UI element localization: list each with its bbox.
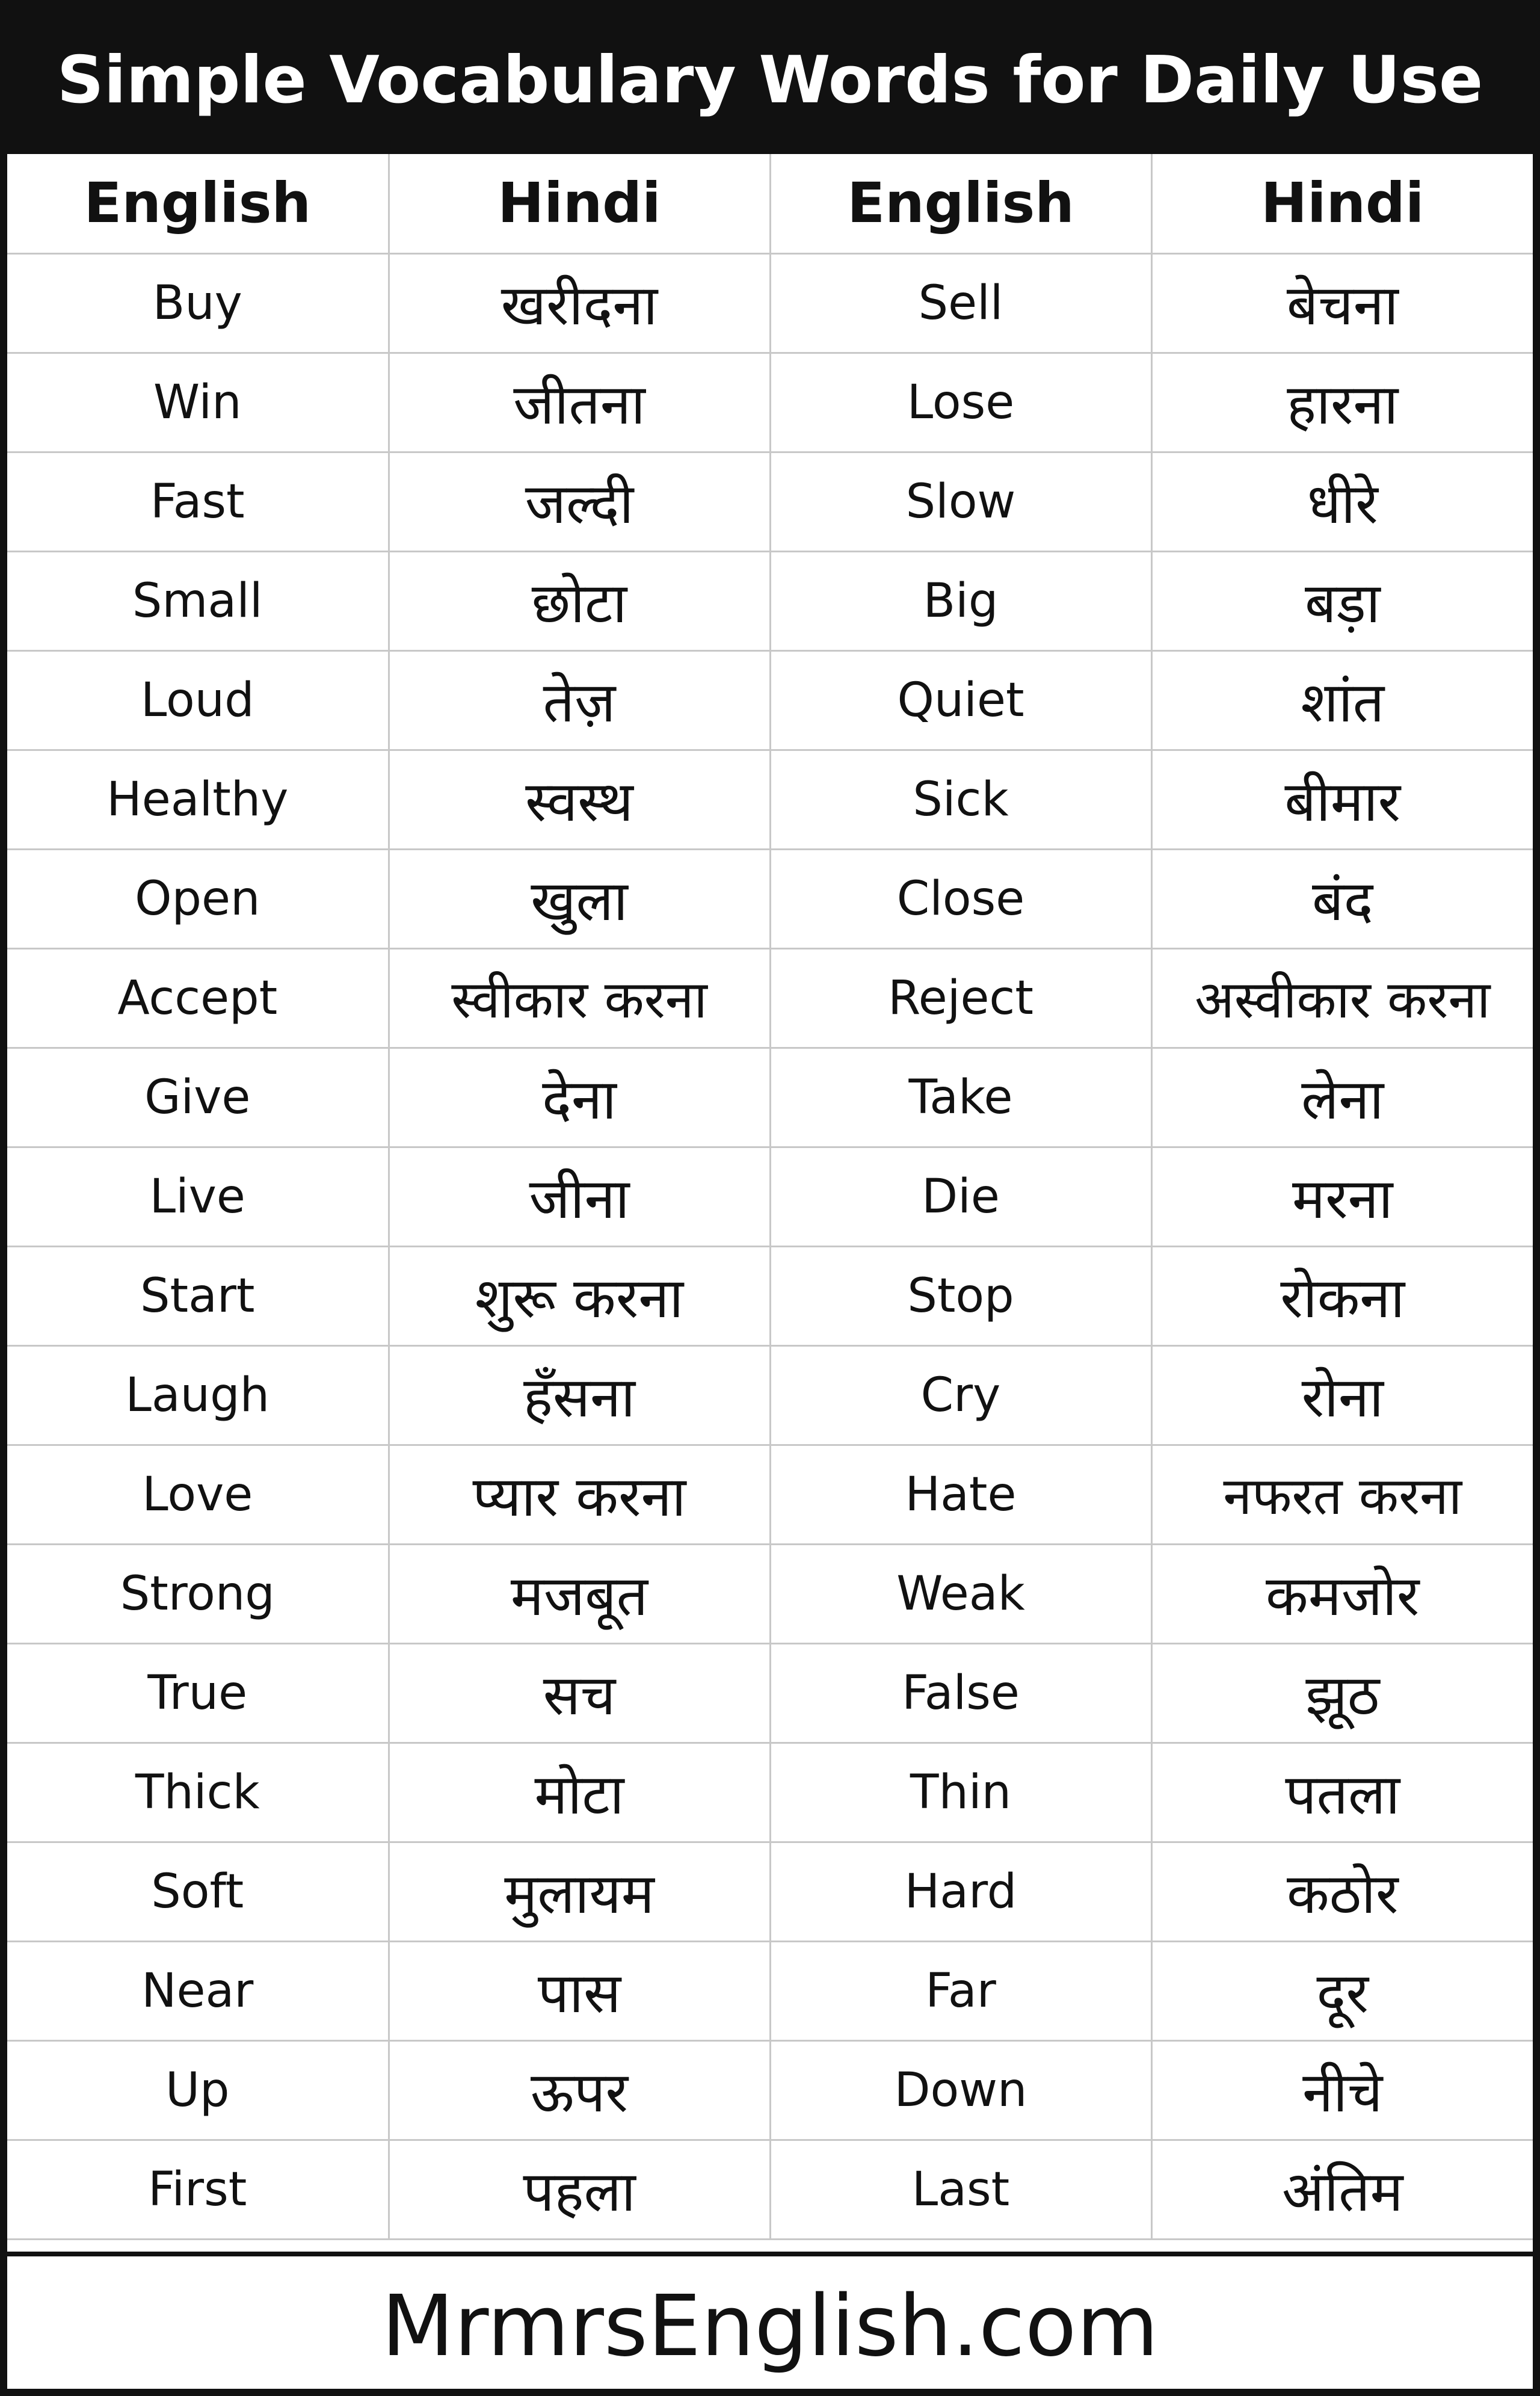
hindi-word: मुलायम — [389, 1842, 770, 1941]
english-word: Laugh — [7, 1345, 389, 1445]
hindi-word: सच — [389, 1643, 770, 1743]
english-word: Die — [770, 1147, 1151, 1246]
hindi-word: खुला — [389, 849, 770, 948]
hindi-word: हँसना — [389, 1345, 770, 1445]
table-row — [7, 1147, 1533, 1246]
hindi-word: जल्दी — [389, 452, 770, 551]
hindi-word: ऊपर — [389, 2040, 770, 2140]
english-word: Down — [770, 2040, 1151, 2140]
english-word: Far — [770, 1941, 1151, 2040]
table-row — [7, 650, 1533, 750]
table-row — [7, 1842, 1533, 1941]
hindi-word: रोना — [1151, 1345, 1533, 1445]
hindi-word: नफरत करना — [1151, 1445, 1533, 1544]
table-row — [7, 551, 1533, 650]
hindi-word: नीचे — [1151, 2040, 1533, 2140]
table-row — [7, 1445, 1533, 1544]
hindi-word: बंद — [1151, 849, 1533, 948]
header-hindi-left: Hindi — [389, 154, 770, 253]
hindi-word: धीरे — [1151, 452, 1533, 551]
header-english-right: English — [770, 154, 1151, 253]
hindi-word: मरना — [1151, 1147, 1533, 1246]
english-word: Win — [7, 353, 389, 452]
table-row — [7, 849, 1533, 948]
footer — [7, 2252, 1533, 2396]
hindi-word: शुरू करना — [389, 1246, 770, 1345]
hindi-word: स्वीकार करना — [389, 948, 770, 1048]
website-footer-text: MrmrsEnglish.com — [381, 2277, 1159, 2376]
hindi-word: प्यार करना — [389, 1445, 770, 1544]
page-title: Simple Vocabulary Words for Daily Use — [57, 43, 1483, 118]
table-row — [7, 1643, 1533, 1743]
english-word: Hate — [770, 1445, 1151, 1544]
table-row — [7, 1941, 1533, 2040]
table-row — [7, 948, 1533, 1048]
hindi-word: पतला — [1151, 1743, 1533, 1842]
english-word: Reject — [770, 948, 1151, 1048]
english-word: Fast — [7, 452, 389, 551]
english-word: Cry — [770, 1345, 1151, 1445]
hindi-word: रोकना — [1151, 1246, 1533, 1345]
table-row — [7, 2140, 1533, 2239]
hindi-word: बीमार — [1151, 750, 1533, 849]
english-word: Stop — [770, 1246, 1151, 1345]
english-word: Loud — [7, 650, 389, 750]
english-word: Sell — [770, 253, 1151, 353]
hindi-word: बेचना — [1151, 253, 1533, 353]
hindi-word: मजबूत — [389, 1544, 770, 1643]
english-word: Soft — [7, 1842, 389, 1941]
english-word: Take — [770, 1048, 1151, 1147]
english-word: Lose — [770, 353, 1151, 452]
hindi-word: शांत — [1151, 650, 1533, 750]
english-word: Love — [7, 1445, 389, 1544]
english-word: Healthy — [7, 750, 389, 849]
english-word: Slow — [770, 452, 1151, 551]
table-row — [7, 750, 1533, 849]
hindi-word: हारना — [1151, 353, 1533, 452]
hindi-word: कठोर — [1151, 1842, 1533, 1941]
header-english-left: English — [7, 154, 389, 253]
english-word: First — [7, 2140, 389, 2239]
table-row — [7, 452, 1533, 551]
hindi-word: छोटा — [389, 551, 770, 650]
english-word: Hard — [770, 1842, 1151, 1941]
table-row — [7, 353, 1533, 452]
hindi-word: लेना — [1151, 1048, 1533, 1147]
hindi-word: खरीदना — [389, 253, 770, 353]
table-header-row — [7, 154, 1533, 253]
english-word: Small — [7, 551, 389, 650]
english-word: Thin — [770, 1743, 1151, 1842]
english-word: Strong — [7, 1544, 389, 1643]
hindi-word: पहला — [389, 2140, 770, 2239]
english-word: Open — [7, 849, 389, 948]
english-word: Accept — [7, 948, 389, 1048]
english-word: Sick — [770, 750, 1151, 849]
english-word: False — [770, 1643, 1151, 1743]
hindi-word: कमजोर — [1151, 1544, 1533, 1643]
hindi-word: देना — [389, 1048, 770, 1147]
english-word: Weak — [770, 1544, 1151, 1643]
hindi-word: अंतिम — [1151, 2140, 1533, 2239]
hindi-word: जीना — [389, 1147, 770, 1246]
table-row — [7, 1743, 1533, 1842]
hindi-word: तेज़ — [389, 650, 770, 750]
table-row — [7, 253, 1533, 353]
english-word: Up — [7, 2040, 389, 2140]
hindi-word: जीतना — [389, 353, 770, 452]
english-word: Live — [7, 1147, 389, 1246]
english-word: Big — [770, 551, 1151, 650]
hindi-word: बड़ा — [1151, 551, 1533, 650]
header-hindi-right: Hindi — [1151, 154, 1533, 253]
english-word: Start — [7, 1246, 389, 1345]
english-word: Thick — [7, 1743, 389, 1842]
table-row — [7, 2040, 1533, 2140]
english-word: Near — [7, 1941, 389, 2040]
title-bar — [7, 7, 1533, 154]
english-word: Close — [770, 849, 1151, 948]
hindi-word: पास — [389, 1941, 770, 2040]
english-word: Buy — [7, 253, 389, 353]
hindi-word: स्वस्थ — [389, 750, 770, 849]
table-row — [7, 1246, 1533, 1345]
english-word: Quiet — [770, 650, 1151, 750]
table-row — [7, 1345, 1533, 1445]
hindi-word: झूठ — [1151, 1643, 1533, 1743]
hindi-word: दूर — [1151, 1941, 1533, 2040]
table-row — [7, 1544, 1533, 1643]
english-word: Give — [7, 1048, 389, 1147]
english-word: True — [7, 1643, 389, 1743]
vocabulary-table — [7, 154, 1533, 2240]
english-word: Last — [770, 2140, 1151, 2239]
hindi-word: अस्वीकार करना — [1151, 948, 1533, 1048]
hindi-word: मोटा — [389, 1743, 770, 1842]
table-row — [7, 1048, 1533, 1147]
